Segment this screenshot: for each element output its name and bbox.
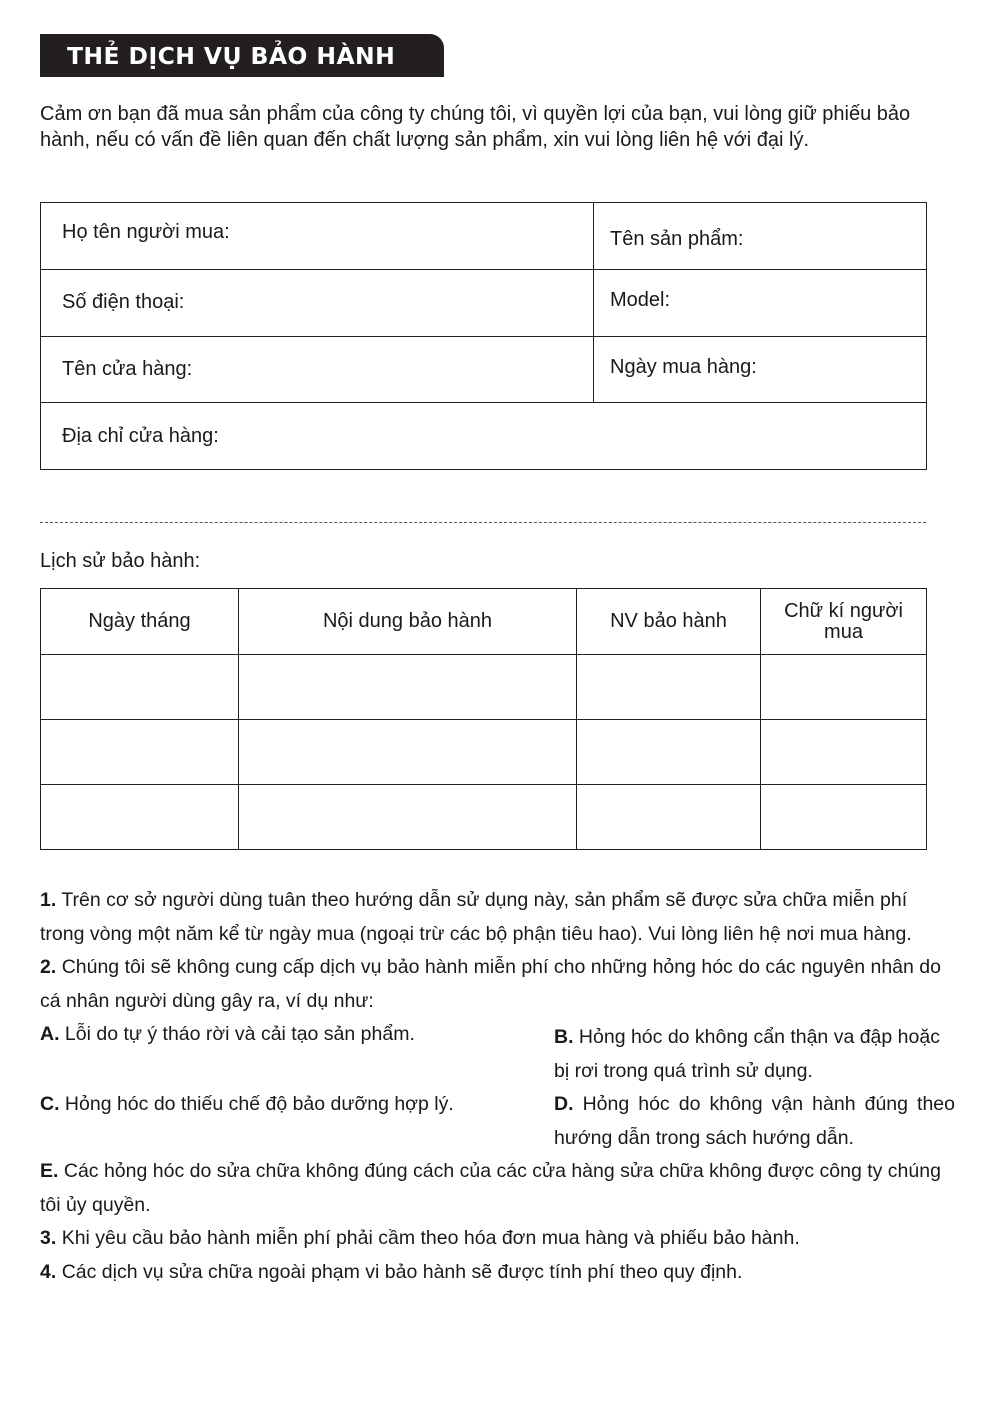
table-cell[interactable] [577, 720, 761, 785]
exclusion-d-label: D. [554, 1093, 574, 1115]
table-cell[interactable] [761, 655, 927, 720]
exclusions-ab [40, 1018, 955, 1088]
exclusion-e-label: E. [40, 1160, 59, 1182]
exclusions-cd [40, 1088, 955, 1155]
column-header-staff: NV bảo hành [577, 589, 761, 655]
product-name-field[interactable]: Tên sản phẩm: [594, 203, 927, 270]
buyer-name-field[interactable]: Họ tên người mua: [41, 203, 594, 270]
column-header-date: Ngày tháng [41, 589, 239, 655]
table-cell[interactable] [761, 720, 927, 785]
term-4-text: Các dịch vụ sửa chữa ngoài phạm vi bảo hành sẽ được tính phí theo quy định. [61, 1260, 743, 1283]
exclusion-c [40, 1088, 554, 1155]
term-1-text: Trên cơ sở người dùng tuân theo hướng dẫn sử dụng này, sản phẩm sẽ được sửa chữa miễn phí trong vòng một năm kể từ ngày mua (ngoại trừ các bộ phận tiêu hao). Vui lòng liên hệ nơi mua hàng. [40, 889, 912, 945]
exclusion-d-text: Hỏng hóc do không vận hành đúng theo hướng dẫn trong sách hướng dẫn. [554, 1093, 955, 1149]
term-3 [40, 1222, 955, 1256]
model-field[interactable]: Model: [594, 269, 927, 336]
exclusion-b-text: Hỏng hóc do không cẩn thận va đập hoặc bị rơi trong quá trình sử dụng. [554, 1026, 940, 1082]
table-cell[interactable] [41, 720, 239, 785]
table-cell[interactable] [577, 655, 761, 720]
term-2-number: 2. [40, 956, 57, 978]
table-header-row [41, 589, 927, 655]
column-header-signature: Chữ kí người mua [761, 589, 927, 655]
page-title: THẺ DỊCH VỤ BẢO HÀNH [40, 34, 444, 77]
term-3-number: 3. [40, 1227, 57, 1249]
exclusion-d [554, 1088, 955, 1155]
table-row [41, 655, 927, 720]
term-4 [40, 1256, 955, 1290]
phone-field[interactable]: Số điện thoại: [41, 269, 594, 336]
warranty-history-label: Lịch sử bảo hành: [40, 550, 201, 572]
table-cell[interactable] [577, 785, 761, 850]
exclusion-a-label: A. [40, 1023, 60, 1045]
purchase-date-field[interactable]: Ngày mua hàng: [594, 336, 927, 403]
term-1-number: 1. [40, 889, 57, 911]
column-header-content: Nội dung bảo hành [239, 589, 577, 655]
exclusion-b-label: B. [554, 1026, 574, 1048]
exclusion-e [40, 1155, 955, 1222]
warranty-terms [40, 884, 955, 1289]
table-row [41, 785, 927, 850]
exclusion-a [40, 1018, 554, 1088]
exclusion-c-text: Hỏng hóc do thiếu chế độ bảo dưỡng hợp lý. [64, 1093, 454, 1115]
cut-line-divider [40, 522, 926, 523]
table-row [41, 720, 927, 785]
term-2-text: Chúng tôi sẽ không cung cấp dịch vụ bảo hành miễn phí cho những hỏng hóc do các nguyên nhân do cá nhân người dùng gây ra, ví dụ như: [40, 956, 941, 1012]
intro-text: Cảm ơn bạn đã mua sản phẩm của công ty chúng tôi, vì quyền lợi của bạn, vui lòng giữ phiếu bảo hành, nếu có vấn đề liên quan đến chất lượng sản phẩm, xin vui lòng liên hệ với đại lý. [40, 103, 911, 151]
customer-info-table [40, 202, 927, 470]
table-cell[interactable] [41, 785, 239, 850]
store-address-field[interactable]: Địa chỉ cửa hàng: [41, 403, 927, 470]
term-4-number: 4. [40, 1260, 57, 1283]
table-cell[interactable] [41, 655, 239, 720]
exclusion-c-label: C. [40, 1093, 60, 1115]
exclusion-e-text: Các hỏng hóc do sửa chữa không đúng cách của các cửa hàng sửa chữa không được công ty chúng tôi ủy quyền. [40, 1160, 941, 1216]
exclusion-b [554, 1018, 955, 1088]
table-cell[interactable] [239, 785, 577, 850]
warranty-history-table [40, 588, 927, 850]
table-cell[interactable] [761, 785, 927, 850]
exclusion-a-text: Lỗi do tự ý tháo rời và cải tạo sản phẩm. [64, 1023, 415, 1045]
term-2 [40, 951, 955, 1018]
term-3-text: Khi yêu cầu bảo hành miễn phí phải cầm theo hóa đơn mua hàng và phiếu bảo hành. [61, 1227, 800, 1249]
store-name-field[interactable]: Tên cửa hàng: [41, 336, 594, 403]
term-1 [40, 884, 955, 951]
table-cell[interactable] [239, 720, 577, 785]
table-cell[interactable] [239, 655, 577, 720]
